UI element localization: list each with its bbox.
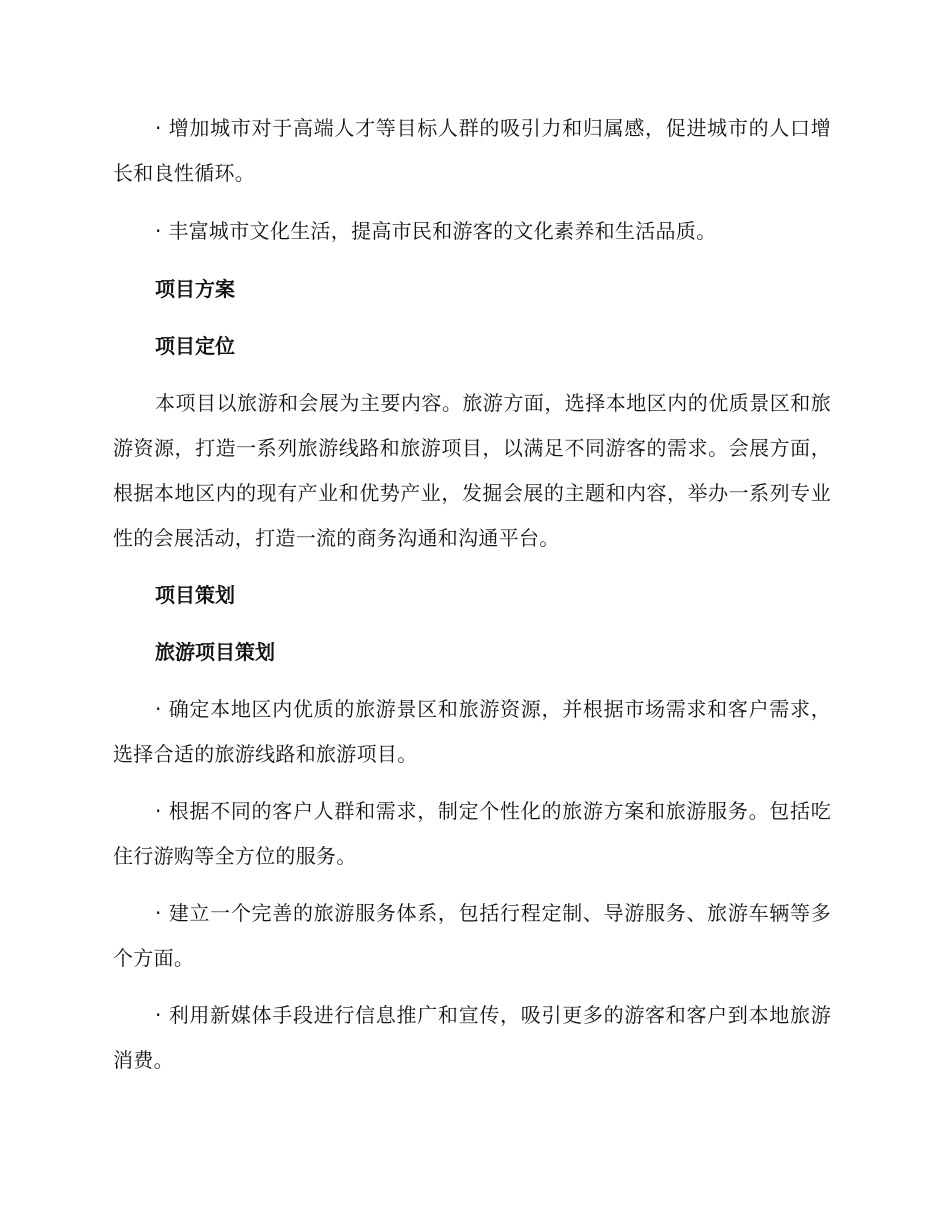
- heading-project-positioning: 项目定位: [155, 334, 235, 358]
- paragraph-tourism-resources: · 确定本地区内优质的旅游景区和旅游资源，并根据市场需求和客户需求，选择合适的旅游线路和旅游项目。: [113, 697, 831, 766]
- heading-project-planning: 项目策划: [155, 583, 235, 607]
- heading-tourism-planning: 旅游项目策划: [155, 640, 275, 664]
- paragraph-service-system: · 建立一个完善的旅游服务体系，包括行程定制、导游服务、旅游车辆等多个方面。: [113, 901, 831, 970]
- paragraph-positioning-body: 本项目以旅游和会展为主要内容。旅游方面，选择本地区内的优质景区和旅游资源，打造一系列旅游线路和旅游项目，以满足不同游客的需求。会展方面，根据本地区内的现有产业和优势产业，发掘会展的主题和内容，举办一系列专业性的会展活动，打造一流的商务沟通和沟通平台。: [113, 391, 831, 550]
- paragraph-culture-life: · 丰富城市文化生活，提高市民和游客的文化素养和生活品质。: [155, 219, 717, 243]
- paragraph-personalized-service: · 根据不同的客户人群和需求，制定个性化的旅游方案和旅游服务。包括吃住行游购等全方位的服务。: [113, 799, 831, 868]
- paragraph-new-media: · 利用新媒体手段进行信息推广和宣传，吸引更多的游客和客户到本地旅游消费。: [113, 1003, 831, 1072]
- heading-project-plan: 项目方案: [155, 277, 235, 301]
- paragraph-talent-attraction: · 增加城市对于高端人才等目标人群的吸引力和归属感，促进城市的人口增长和良性循环。: [113, 116, 831, 185]
